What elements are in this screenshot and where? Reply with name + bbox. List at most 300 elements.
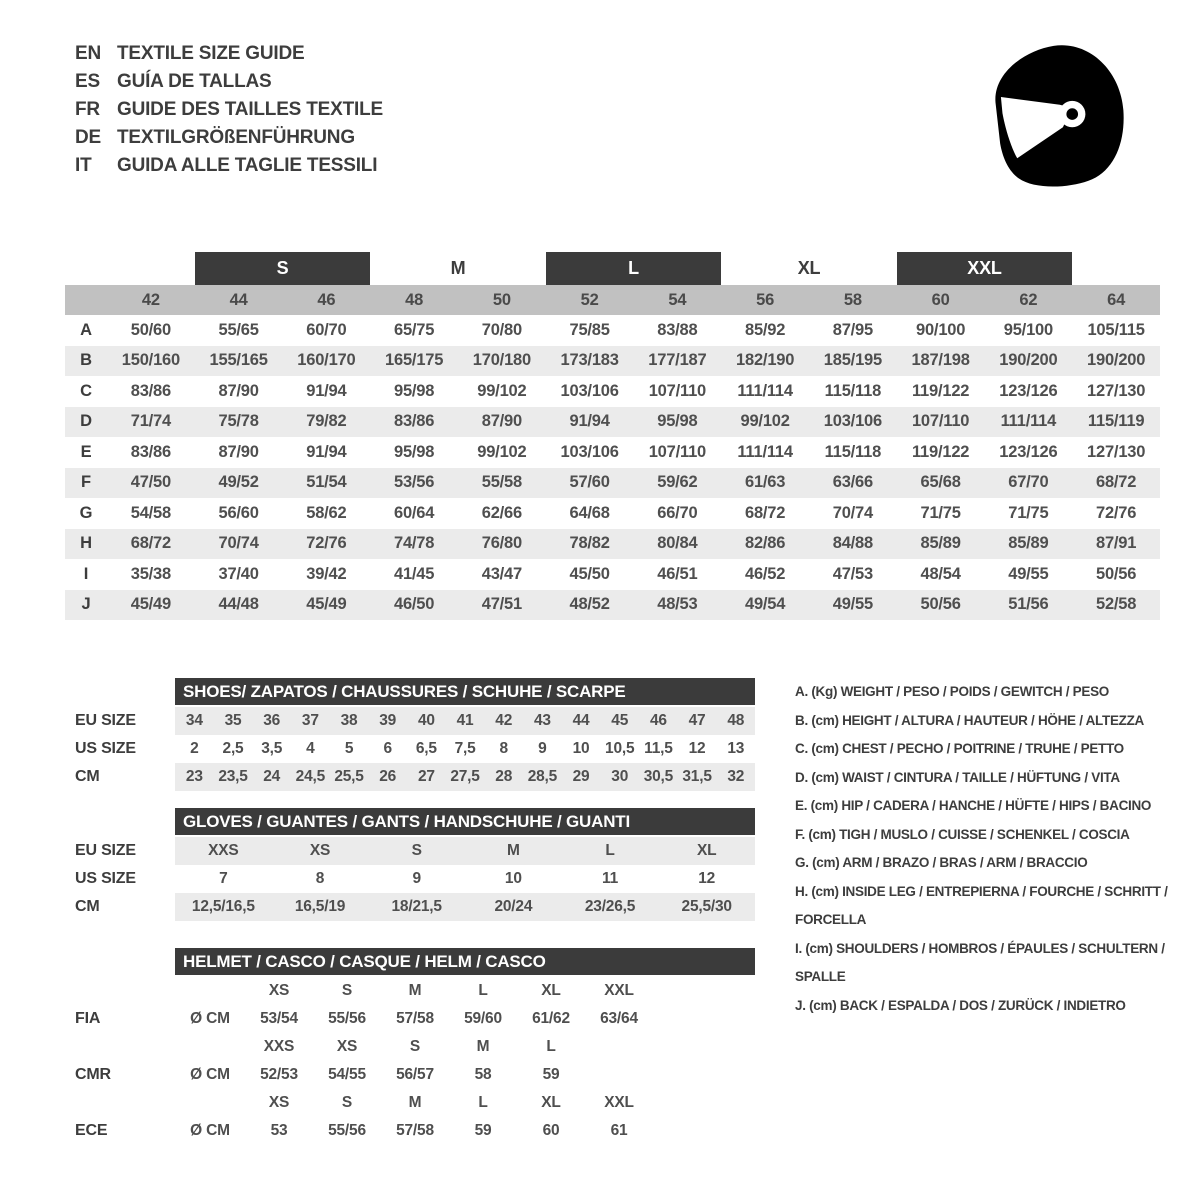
gloves-title-row — [75, 808, 755, 835]
size-number: 46 — [317, 290, 336, 309]
helmet-size-cell: L — [478, 982, 488, 999]
size-number: 60 — [931, 290, 950, 309]
measure-cell: 155/165 — [209, 351, 268, 370]
helmet-value-cell: 60 — [542, 1122, 560, 1139]
measure-cell: 177/187 — [648, 351, 707, 370]
helmet-value-row — [75, 1061, 755, 1089]
measure-cell: 123/126 — [999, 381, 1058, 400]
measure-cell: 83/88 — [657, 320, 698, 339]
shoes-row-values — [175, 735, 755, 763]
measure-cell: 49/52 — [218, 473, 259, 492]
helmet-value-cell: 57/58 — [396, 1122, 434, 1139]
measure-cell: 190/200 — [999, 351, 1058, 370]
measure-cell: 95/98 — [393, 442, 435, 461]
shoes-value-cell: 39 — [379, 712, 397, 729]
shoes-value-cell: 28,5 — [527, 768, 558, 785]
measurement-legend — [795, 678, 1195, 1020]
measure-cell: 51/54 — [306, 473, 347, 492]
helmet-value-cell: 63/64 — [600, 1010, 638, 1027]
gloves-row — [75, 865, 755, 893]
measure-cell: 49/55 — [1008, 564, 1049, 583]
helmet-size-cell: M — [476, 1038, 490, 1055]
measure-cell: 60/70 — [306, 320, 347, 339]
measurement-row — [65, 468, 1160, 499]
measure-cell: 85/89 — [920, 534, 961, 553]
legend-item: F. (cm) TIGH / MUSLO / CUISSE / SCHENKEL / COSCIA — [795, 826, 1130, 842]
shoes-title-row — [75, 678, 755, 705]
gloves-title-bar: GLOVES / GUANTES / GANTS / HANDSCHUHE / GUANTI — [175, 808, 755, 835]
measure-cell: 71/75 — [1008, 503, 1049, 522]
measure-cell: 63/66 — [832, 473, 874, 492]
measure-cell: 64/68 — [569, 503, 610, 522]
measure-cell: 79/82 — [306, 412, 347, 431]
measure-cell: 46/51 — [657, 564, 698, 583]
helmet-size-cell: S — [341, 1094, 353, 1111]
gloves-value-cell: XS — [309, 842, 331, 859]
gloves-value-cell: 12,5/16,5 — [191, 898, 255, 915]
helmet-size-row — [75, 1089, 755, 1117]
shoes-value-cell: 25,5 — [334, 768, 364, 785]
helmet-standard-label: FIA — [75, 1010, 101, 1027]
measurement-row — [65, 376, 1160, 407]
shoes-value-cell: 28 — [495, 768, 513, 785]
measurement-row — [65, 315, 1160, 346]
size-number: 56 — [756, 290, 775, 309]
size-number: 44 — [229, 290, 248, 309]
helmet-size-cell: XL — [541, 1094, 561, 1111]
measure-cell: 49/54 — [744, 595, 786, 614]
gloves-row-label: CM — [75, 898, 100, 915]
shoes-value-cell: 32 — [727, 768, 745, 785]
helmet-value-cell: 61/62 — [532, 1010, 570, 1027]
helmet-value-row — [75, 1117, 755, 1145]
gloves-row-label: US SIZE — [75, 870, 136, 887]
measure-cell: 41/45 — [393, 564, 435, 583]
language-title: GUIDA ALLE TAGLIE TESSILI — [117, 155, 378, 176]
gloves-row-values — [175, 865, 755, 893]
measure-cell: 50/60 — [130, 320, 172, 339]
size-number-header-row — [65, 285, 1160, 315]
measure-cell: 182/190 — [736, 351, 795, 370]
measure-cell: 51/56 — [1008, 595, 1049, 614]
shoes-value-cell: 9 — [538, 740, 547, 757]
spacer — [75, 948, 175, 975]
language-title: TEXTILGRÖßENFÜHRUNG — [117, 127, 355, 148]
gloves-value-cell: 7 — [219, 870, 228, 887]
measure-cell: 59/62 — [657, 473, 698, 492]
helmet-empty-cell — [653, 1033, 755, 1061]
spacer — [75, 678, 175, 705]
helmet-size-cell: L — [478, 1094, 488, 1111]
shoes-value-cell: 35 — [224, 712, 242, 729]
measure-cell: 111/114 — [1000, 412, 1057, 431]
measure-cell: 57/60 — [569, 473, 610, 492]
language-code: EN — [75, 43, 101, 64]
helmet-row-label — [75, 1033, 175, 1061]
size-number: 54 — [668, 290, 687, 309]
racing-helmet-icon — [980, 35, 1135, 197]
measure-cell: 107/110 — [648, 381, 707, 400]
measure-cell: 45/49 — [130, 595, 172, 614]
shoes-rows — [75, 707, 755, 791]
shoes-value-cell: 6 — [383, 740, 392, 757]
helmet-value-cell: 52/53 — [260, 1066, 298, 1083]
measure-cell: 67/70 — [1008, 473, 1049, 492]
measure-cell: 87/90 — [218, 442, 259, 461]
shoes-value-cell: 11,5 — [644, 740, 673, 757]
legend-item: J. (cm) BACK / ESPALDA / DOS / ZURÜCK / INDIETRO — [795, 997, 1126, 1013]
measure-cell: 83/86 — [130, 442, 172, 461]
row-letter: F — [81, 473, 91, 492]
helmet-size-cell: M — [408, 1094, 422, 1111]
legend-item: E. (cm) HIP / CADERA / HANCHE / HÜFTE / HIPS / BACINO — [795, 798, 1152, 813]
shoes-value-cell: 27,5 — [450, 768, 480, 785]
helmet-value-cells — [175, 1005, 755, 1033]
helmet-value-cell: 56/57 — [396, 1066, 434, 1083]
shoes-title-bar: SHOES/ ZAPATOS / CHAUSSURES / SCHUHE / SCARPE — [175, 678, 755, 705]
helmet-standard-label: CMR — [75, 1066, 111, 1083]
shoes-value-cell: 48 — [727, 712, 745, 729]
measure-cell: 91/94 — [306, 442, 347, 461]
row-letter: H — [80, 534, 92, 553]
measure-cell: 103/106 — [560, 381, 619, 400]
measure-cell: 85/92 — [744, 320, 786, 339]
shoes-value-cell: 13 — [727, 740, 745, 757]
measure-cell: 45/49 — [306, 595, 347, 614]
measure-cell: 85/89 — [1008, 534, 1049, 553]
gloves-value-cell: 20/24 — [494, 898, 533, 915]
helmet-standard-label: ECE — [75, 1122, 108, 1139]
measure-cell: 105/115 — [1087, 320, 1145, 339]
measure-cell: 65/75 — [393, 320, 435, 339]
language-row — [75, 68, 383, 96]
measure-cell: 95/98 — [657, 412, 698, 431]
racing-helmet-glyph — [980, 35, 1135, 197]
gloves-row-values — [175, 893, 755, 921]
gloves-value-cell: M — [506, 842, 520, 859]
size-number: 62 — [1019, 290, 1038, 309]
row-letter: C — [80, 381, 92, 400]
gloves-value-cell: XXS — [208, 842, 239, 859]
measure-cell: 68/72 — [1095, 473, 1137, 492]
helmet-value-cells — [175, 1117, 755, 1145]
measure-cell: 87/95 — [832, 320, 874, 339]
measure-cell: 111/114 — [737, 442, 793, 461]
size-group-l: L — [546, 252, 722, 285]
helmet-size-cell: XL — [541, 982, 561, 999]
gloves-value-cell: 18/21,5 — [391, 898, 442, 915]
shoes-value-cell: 24,5 — [295, 768, 326, 785]
measure-cell: 83/86 — [130, 381, 172, 400]
shoes-value-cell: 45 — [611, 712, 629, 729]
shoes-value-cell: 6,5 — [415, 740, 437, 757]
legend-item: B. (cm) HEIGHT / ALTURA / HAUTEUR / HÖHE / ALTEZZA — [795, 712, 1144, 728]
language-row — [75, 124, 383, 152]
size-number: 52 — [580, 290, 599, 309]
helmet-title-row — [75, 948, 755, 975]
shoes-value-cell: 26 — [379, 768, 397, 785]
measure-cell: 55/58 — [481, 473, 523, 492]
measurement-row — [65, 407, 1160, 438]
measure-cell: 127/130 — [1087, 442, 1146, 461]
measure-cell: 52/58 — [1095, 595, 1137, 614]
size-group-xl: XL — [797, 258, 821, 278]
language-code: FR — [75, 99, 100, 120]
language-title-list — [75, 40, 383, 180]
measure-cell: 78/82 — [569, 534, 610, 553]
measure-cell: 103/106 — [823, 412, 882, 431]
gloves-row — [75, 837, 755, 865]
gloves-value-cell: 10 — [504, 870, 522, 887]
helmet-size-cell: M — [408, 982, 422, 999]
measure-cell: 46/52 — [744, 564, 786, 583]
measure-cell: 75/78 — [218, 412, 259, 431]
measure-cell: 115/118 — [824, 381, 882, 400]
measure-cell: 56/60 — [218, 503, 259, 522]
measure-cell: 58/62 — [306, 503, 347, 522]
helmet-empty-cell — [653, 1061, 755, 1089]
helmet-size-row — [75, 1033, 755, 1061]
helmet-rows — [75, 977, 755, 1145]
measure-cell: 74/78 — [393, 534, 435, 553]
row-letter: J — [81, 595, 91, 614]
measure-cell: 111/114 — [737, 381, 793, 400]
size-group-m: M — [450, 258, 466, 278]
measure-cell: 46/50 — [393, 595, 435, 614]
language-title: TEXTILE SIZE GUIDE — [117, 43, 305, 64]
measure-cell: 48/53 — [657, 595, 698, 614]
shoes-value-cell: 29 — [572, 768, 590, 785]
measure-cell: 37/40 — [218, 564, 259, 583]
size-number: 64 — [1107, 290, 1126, 309]
size-group-xxl: XXL — [897, 252, 1073, 285]
shoes-row — [75, 763, 755, 791]
shoes-value-cell: 44 — [572, 712, 590, 729]
gloves-table — [75, 808, 755, 921]
measure-cell: 107/110 — [911, 412, 970, 431]
helmet-value-cells — [175, 1061, 755, 1089]
measure-cell: 47/50 — [130, 473, 172, 492]
measure-cell: 123/126 — [999, 442, 1058, 461]
row-letter: D — [80, 412, 92, 431]
language-row — [75, 96, 383, 124]
measurement-row — [65, 437, 1160, 468]
measure-cell: 76/80 — [481, 534, 523, 553]
helmet-empty-cell — [653, 1117, 755, 1145]
helmet-value-cell: 61 — [610, 1122, 628, 1139]
legend-item: A. (Kg) WEIGHT / PESO / POIDS / GEWITCH / PESO — [795, 684, 1109, 699]
measure-cell: 55/65 — [218, 320, 259, 339]
helmet-value-cell: 53/54 — [260, 1010, 298, 1027]
helmet-size-cell: XS — [268, 982, 290, 999]
helmet-empty-cell — [653, 1089, 755, 1117]
helmet-size-cell: XXL — [604, 1094, 634, 1111]
measure-cell: 49/55 — [832, 595, 874, 614]
measure-cell: 99/102 — [740, 412, 790, 431]
size-number: 42 — [141, 290, 160, 309]
helmet-value-cell: 58 — [474, 1066, 492, 1083]
gloves-row-values — [175, 837, 755, 865]
measure-cell: 72/76 — [306, 534, 347, 553]
measure-cell: 68/72 — [744, 503, 786, 522]
corner-cell — [65, 285, 107, 315]
measure-cell: 50/56 — [920, 595, 961, 614]
gloves-value-cell: 23/26,5 — [584, 898, 636, 915]
shoes-value-cell: 3,5 — [261, 740, 283, 757]
measure-cell: 170/180 — [472, 351, 531, 370]
row-letter: A — [80, 320, 92, 339]
gloves-rows — [75, 837, 755, 921]
language-row — [75, 40, 383, 68]
helmet-empty-cell — [653, 1005, 755, 1033]
measure-cell: 127/130 — [1087, 381, 1146, 400]
helmet-value-cell: 59 — [474, 1122, 492, 1139]
gloves-value-cell: 9 — [412, 870, 421, 887]
measure-cell: 75/85 — [569, 320, 610, 339]
measure-cell: 99/102 — [477, 381, 527, 400]
helmet-empty-cell — [175, 1089, 245, 1117]
helmet-empty-cell — [175, 977, 245, 1005]
helmet-size-cell — [585, 1033, 653, 1061]
shoes-value-cell: 7,5 — [454, 740, 476, 757]
measure-cell: 160/170 — [297, 351, 356, 370]
measure-cell: 173/183 — [560, 351, 619, 370]
measure-cell: 48/52 — [569, 595, 610, 614]
row-letter: G — [79, 503, 93, 522]
measure-cell: 70/80 — [481, 320, 523, 339]
gloves-row — [75, 893, 755, 921]
helmet-size-cell: XS — [268, 1094, 290, 1111]
helmet-value-cell: 57/58 — [396, 1010, 434, 1027]
measure-cell: 71/75 — [920, 503, 961, 522]
helmet-size-cell: XS — [336, 1038, 358, 1055]
measure-cell: 99/102 — [477, 442, 527, 461]
measure-cell: 91/94 — [306, 381, 347, 400]
shoes-value-cell: 47 — [688, 712, 706, 729]
legend-item: D. (cm) WAIST / CINTURA / TAILLE / HÜFTUNG / VITA — [795, 769, 1120, 785]
measure-cell: 39/42 — [306, 564, 347, 583]
measurement-row — [65, 559, 1160, 590]
gloves-value-cell: 12 — [698, 870, 716, 887]
helmet-value-cell: 55/56 — [328, 1010, 366, 1027]
measure-cell: 91/94 — [569, 412, 610, 431]
measure-cell: 45/50 — [569, 564, 610, 583]
measure-cell: 119/122 — [911, 381, 970, 400]
measure-cell: 44/48 — [218, 595, 259, 614]
measure-cell: 95/100 — [1003, 320, 1054, 339]
shoes-value-cell: 42 — [495, 712, 513, 729]
measure-cell: 190/200 — [1087, 351, 1146, 370]
measure-cell: 65/68 — [920, 473, 961, 492]
gloves-value-cell: 8 — [315, 870, 325, 887]
measure-cell: 72/76 — [1095, 503, 1137, 522]
size-number: 48 — [405, 290, 424, 309]
language-row — [75, 152, 383, 180]
gloves-value-cell: XL — [696, 842, 717, 859]
helmet-unit-cell: Ø CM — [190, 1066, 230, 1083]
shoes-value-cell: 2,5 — [222, 740, 244, 757]
size-number: 58 — [843, 290, 862, 309]
measure-cell: 66/70 — [657, 503, 698, 522]
helmet-size-cells — [175, 1089, 755, 1117]
shoes-value-cell: 10 — [572, 740, 590, 757]
helmet-size-cell: S — [341, 982, 353, 999]
measure-cell: 70/74 — [218, 534, 259, 553]
helmet-size-cells — [175, 977, 755, 1005]
measure-cell: 115/118 — [824, 442, 882, 461]
language-title: GUÍA DE TALLAS — [117, 71, 272, 92]
shoes-value-cell: 30,5 — [643, 768, 674, 785]
measure-cell: 68/72 — [130, 534, 172, 553]
shoes-row-values — [175, 707, 755, 735]
shoes-value-cell: 12 — [688, 740, 706, 757]
helmet-size-cell: XXS — [263, 1038, 295, 1055]
shoes-value-cell: 40 — [417, 712, 435, 729]
measurement-row — [65, 590, 1160, 621]
measure-cell: 87/90 — [481, 412, 523, 431]
helmet-size-row — [75, 977, 755, 1005]
measure-cell: 150/160 — [121, 351, 180, 370]
spacer — [75, 808, 175, 835]
row-letter: I — [83, 564, 89, 583]
size-group-header-row — [65, 252, 1160, 285]
legend-item: G. (cm) ARM / BRAZO / BRAS / ARM / BRACCIO — [795, 855, 1088, 870]
measure-cell: 53/56 — [393, 473, 435, 492]
row-letter: B — [80, 351, 92, 370]
helmet-unit-cell: Ø CM — [190, 1010, 230, 1027]
helmet-value-cell: 55/56 — [328, 1122, 366, 1139]
helmet-value-cell — [585, 1061, 653, 1089]
language-code: DE — [75, 127, 101, 148]
shoes-value-cell: 46 — [649, 712, 667, 729]
gloves-value-cell: S — [411, 842, 422, 859]
language-code: ES — [75, 71, 100, 92]
language-code: IT — [75, 155, 92, 176]
gloves-value-cell: 11 — [602, 870, 619, 887]
shoes-row — [75, 707, 755, 735]
helmet-row-label — [75, 977, 175, 1005]
measurement-row — [65, 529, 1160, 560]
measure-cell: 119/122 — [911, 442, 970, 461]
measure-cell: 83/86 — [393, 412, 435, 431]
shoes-table — [75, 678, 755, 791]
helmet-value-cell: 59 — [542, 1066, 560, 1083]
helmet-size-cell: XXL — [604, 982, 634, 999]
helmet-size-cells — [175, 1033, 755, 1061]
measure-cell: 165/175 — [385, 351, 444, 370]
measure-cell: 48/54 — [920, 564, 961, 583]
helmet-value-row — [75, 1005, 755, 1033]
measure-cell: 185/195 — [823, 351, 882, 370]
row-letter: E — [80, 442, 92, 461]
shoes-value-cell: 24 — [263, 768, 281, 785]
shoes-value-cell: 31,5 — [682, 768, 712, 785]
measure-cell: 80/84 — [657, 534, 698, 553]
shoes-value-cell: 34 — [185, 712, 203, 729]
shoes-value-cell: 23,5 — [218, 768, 248, 785]
helmet-row-label — [75, 1089, 175, 1117]
measure-cell: 187/198 — [911, 351, 970, 370]
shoes-row-label: EU SIZE — [75, 712, 136, 729]
measurement-rows — [65, 315, 1160, 620]
helmet-title-bar: HELMET / CASCO / CASQUE / HELM / CASCO — [175, 948, 755, 975]
shoes-value-cell: 36 — [263, 712, 281, 729]
measure-cell: 95/98 — [393, 381, 435, 400]
measure-cell: 87/90 — [218, 381, 259, 400]
measure-cell: 62/66 — [481, 503, 523, 522]
helmet-size-cell: L — [546, 1038, 556, 1055]
legend-item: C. (cm) CHEST / PECHO / POITRINE / TRUHE / PETTO — [795, 741, 1124, 756]
